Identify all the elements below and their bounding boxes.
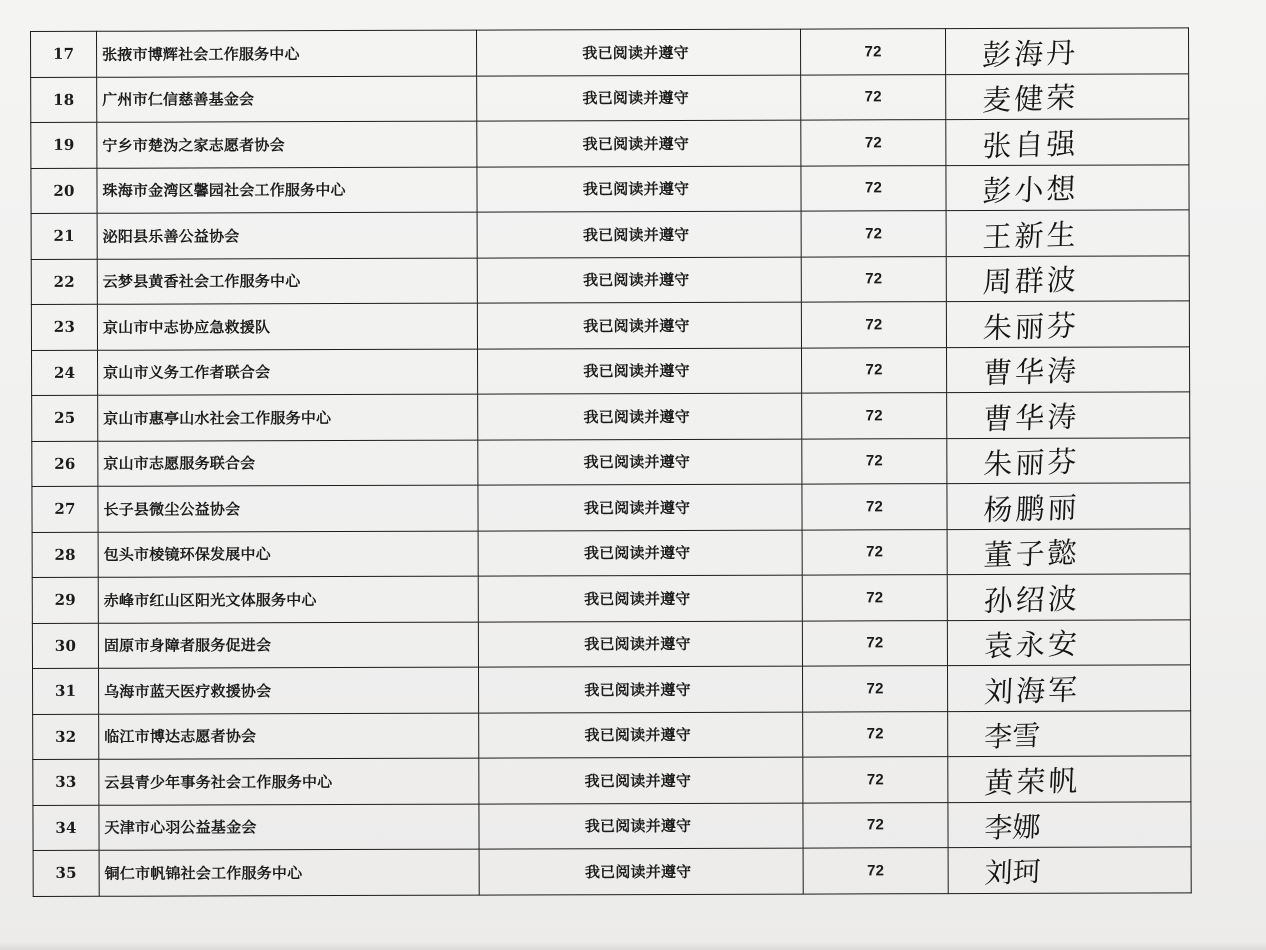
- organization-name: 云县青少年事务社会工作服务中心: [99, 758, 479, 805]
- handwritten-signature: 刘海军: [983, 672, 1081, 710]
- signature-cell: [946, 164, 1189, 210]
- row-number: 34: [33, 805, 99, 851]
- organization-name: 固原市身障者服务促进会: [98, 622, 478, 669]
- row-number: 18: [31, 77, 97, 123]
- handwritten-signature: 黄荣帆: [983, 763, 1082, 801]
- signature-cell: [945, 28, 1188, 74]
- compliance-statement: 我已阅读并遵守: [479, 803, 803, 850]
- table-row: [31, 210, 1189, 259]
- organization-name: 泌阳县乐善公益协会: [97, 212, 477, 259]
- row-number: 23: [31, 304, 97, 350]
- compliance-statement: 我已阅读并遵守: [479, 848, 803, 895]
- signature-cell: [948, 710, 1191, 756]
- row-number: 25: [32, 395, 98, 441]
- score: 72: [803, 711, 948, 757]
- organization-name: 云梦县黄香社会工作服务中心: [97, 258, 477, 305]
- signature-cell: [946, 346, 1189, 392]
- organization-name: 乌海市蓝天医疗救援协会: [99, 667, 479, 714]
- table-row: [32, 528, 1190, 577]
- table-row: [32, 483, 1190, 532]
- compliance-statement: 我已阅读并遵守: [477, 348, 801, 395]
- signature-cell: [948, 801, 1191, 847]
- compliance-statement: 我已阅读并遵守: [476, 29, 800, 76]
- signature-cell: [947, 665, 1190, 711]
- row-number: 26: [32, 441, 98, 487]
- score: 72: [803, 848, 948, 894]
- handwritten-signature: 朱丽芬: [982, 308, 1080, 346]
- row-number: 28: [32, 532, 98, 578]
- table-row: [31, 73, 1189, 122]
- organization-name: 张掖市博辉社会工作服务中心: [97, 30, 477, 77]
- organization-name: 广州市仁信慈善基金会: [97, 76, 477, 123]
- organization-name: 天津市心羽公益基金会: [99, 804, 479, 851]
- table-row: [32, 346, 1190, 395]
- score: 72: [801, 347, 946, 393]
- signature-table: [30, 27, 1192, 896]
- signature-cell: [946, 301, 1189, 347]
- row-number: 17: [31, 31, 97, 77]
- organization-name: 京山市中志协应急救援队: [97, 303, 477, 350]
- row-number: 21: [31, 213, 97, 259]
- score: 72: [802, 393, 947, 439]
- row-number: 33: [33, 759, 99, 805]
- row-number: 22: [31, 259, 97, 305]
- table-row: [33, 665, 1191, 714]
- table-row: [32, 392, 1190, 441]
- row-number: 19: [31, 122, 97, 168]
- score: 72: [802, 620, 947, 666]
- compliance-statement: 我已阅读并遵守: [477, 257, 801, 304]
- handwritten-signature: 周群波: [982, 262, 1080, 300]
- handwritten-signature: 彭海丹: [981, 35, 1079, 73]
- table-row: [33, 847, 1191, 896]
- handwritten-signature: 袁永安: [983, 626, 1081, 664]
- score: 72: [802, 484, 947, 530]
- signature-cell: [948, 756, 1191, 802]
- row-number: 24: [32, 350, 98, 396]
- compliance-statement: 我已阅读并遵守: [477, 302, 801, 349]
- score: 72: [801, 165, 946, 211]
- handwritten-signature: 董子懿: [983, 535, 1081, 573]
- compliance-statement: 我已阅读并遵守: [477, 211, 801, 258]
- organization-name: 包头市棱镜环保发展中心: [98, 531, 478, 578]
- score: 72: [801, 120, 946, 166]
- signature-cell: [946, 210, 1189, 256]
- compliance-statement: 我已阅读并遵守: [479, 757, 803, 804]
- row-number: 29: [32, 577, 98, 623]
- signature-cell: [947, 483, 1190, 529]
- compliance-statement: 我已阅读并遵守: [479, 666, 803, 713]
- compliance-statement: 我已阅读并遵守: [478, 393, 802, 440]
- score: 72: [801, 302, 946, 348]
- compliance-statement: 我已阅读并遵守: [478, 484, 802, 531]
- row-number: 31: [33, 668, 99, 714]
- handwritten-signature: 彭小想: [981, 171, 1080, 209]
- row-number: 20: [31, 168, 97, 214]
- handwritten-signature: 曹华涛: [982, 353, 1080, 391]
- handwritten-signature: 曹华涛: [982, 399, 1080, 437]
- signature-cell: [946, 255, 1189, 301]
- handwritten-signature: 孙绍波: [983, 581, 1081, 619]
- score: 72: [802, 575, 947, 621]
- compliance-statement: 我已阅读并遵守: [478, 621, 802, 668]
- signature-cell: [947, 392, 1190, 438]
- table-row: [32, 574, 1190, 623]
- row-number: 32: [33, 714, 99, 760]
- signature-cell: [947, 574, 1190, 620]
- organization-name: 赤峰市红山区阳光文体服务中心: [98, 576, 478, 623]
- score: 72: [801, 256, 946, 302]
- table-row: [32, 619, 1190, 668]
- compliance-statement: 我已阅读并遵守: [478, 530, 802, 577]
- table-row: [33, 710, 1191, 759]
- compliance-statement: 我已阅读并遵守: [478, 575, 802, 622]
- handwritten-signature: 李娜: [983, 809, 1042, 845]
- organization-name: 临江市博达志愿者协会: [99, 713, 479, 760]
- score: 72: [801, 74, 946, 120]
- signature-cell: [947, 528, 1190, 574]
- row-number: 35: [33, 850, 99, 896]
- organization-name: 珠海市金湾区馨园社会工作服务中心: [97, 167, 477, 214]
- organization-name: 长子县微尘公益协会: [98, 485, 478, 532]
- organization-name: 京山市志愿服务联合会: [98, 440, 478, 487]
- table-row: [31, 28, 1189, 77]
- organization-name: 京山市惠亭山水社会工作服务中心: [98, 394, 478, 441]
- compliance-statement: 我已阅读并遵守: [479, 712, 803, 759]
- table-body: [31, 28, 1192, 896]
- table-row: [31, 119, 1189, 168]
- handwritten-signature: 麦健荣: [981, 80, 1079, 118]
- compliance-statement: 我已阅读并遵守: [478, 439, 802, 486]
- handwritten-signature: 李雪: [983, 718, 1041, 754]
- signature-cell: [946, 73, 1189, 119]
- score: 72: [802, 529, 947, 575]
- score: 72: [803, 757, 948, 803]
- handwritten-signature: 王新生: [982, 217, 1080, 255]
- signature-cell: [947, 619, 1190, 665]
- page-edge-shadow: [0, 942, 1266, 950]
- row-number: 27: [32, 486, 98, 532]
- table-row: [33, 756, 1191, 805]
- signature-cell: [948, 847, 1191, 893]
- row-number: 30: [32, 623, 98, 669]
- signature-cell: [947, 437, 1190, 483]
- handwritten-signature: 朱丽芬: [982, 444, 1081, 482]
- score: 72: [802, 666, 947, 712]
- table-row: [31, 164, 1189, 213]
- handwritten-signature: 杨鹏丽: [982, 490, 1081, 528]
- signature-cell: [946, 119, 1189, 165]
- handwritten-signature: 张自强: [981, 126, 1080, 164]
- score: 72: [800, 29, 945, 75]
- table-row: [33, 801, 1191, 850]
- handwritten-signature: 刘珂: [984, 855, 1042, 891]
- table-row: [31, 301, 1189, 350]
- score: 72: [801, 211, 946, 257]
- compliance-statement: 我已阅读并遵守: [477, 120, 801, 167]
- table-row: [31, 255, 1189, 304]
- organization-name: 京山市义务工作者联合会: [98, 349, 478, 396]
- table-row: [32, 437, 1190, 486]
- compliance-statement: 我已阅读并遵守: [477, 166, 801, 213]
- organization-name: 铜仁市帆锦社会工作服务中心: [99, 849, 479, 896]
- organization-name: 宁乡市楚沩之家志愿者协会: [97, 121, 477, 168]
- score: 72: [802, 438, 947, 484]
- compliance-statement: 我已阅读并遵守: [477, 75, 801, 122]
- score: 72: [803, 802, 948, 848]
